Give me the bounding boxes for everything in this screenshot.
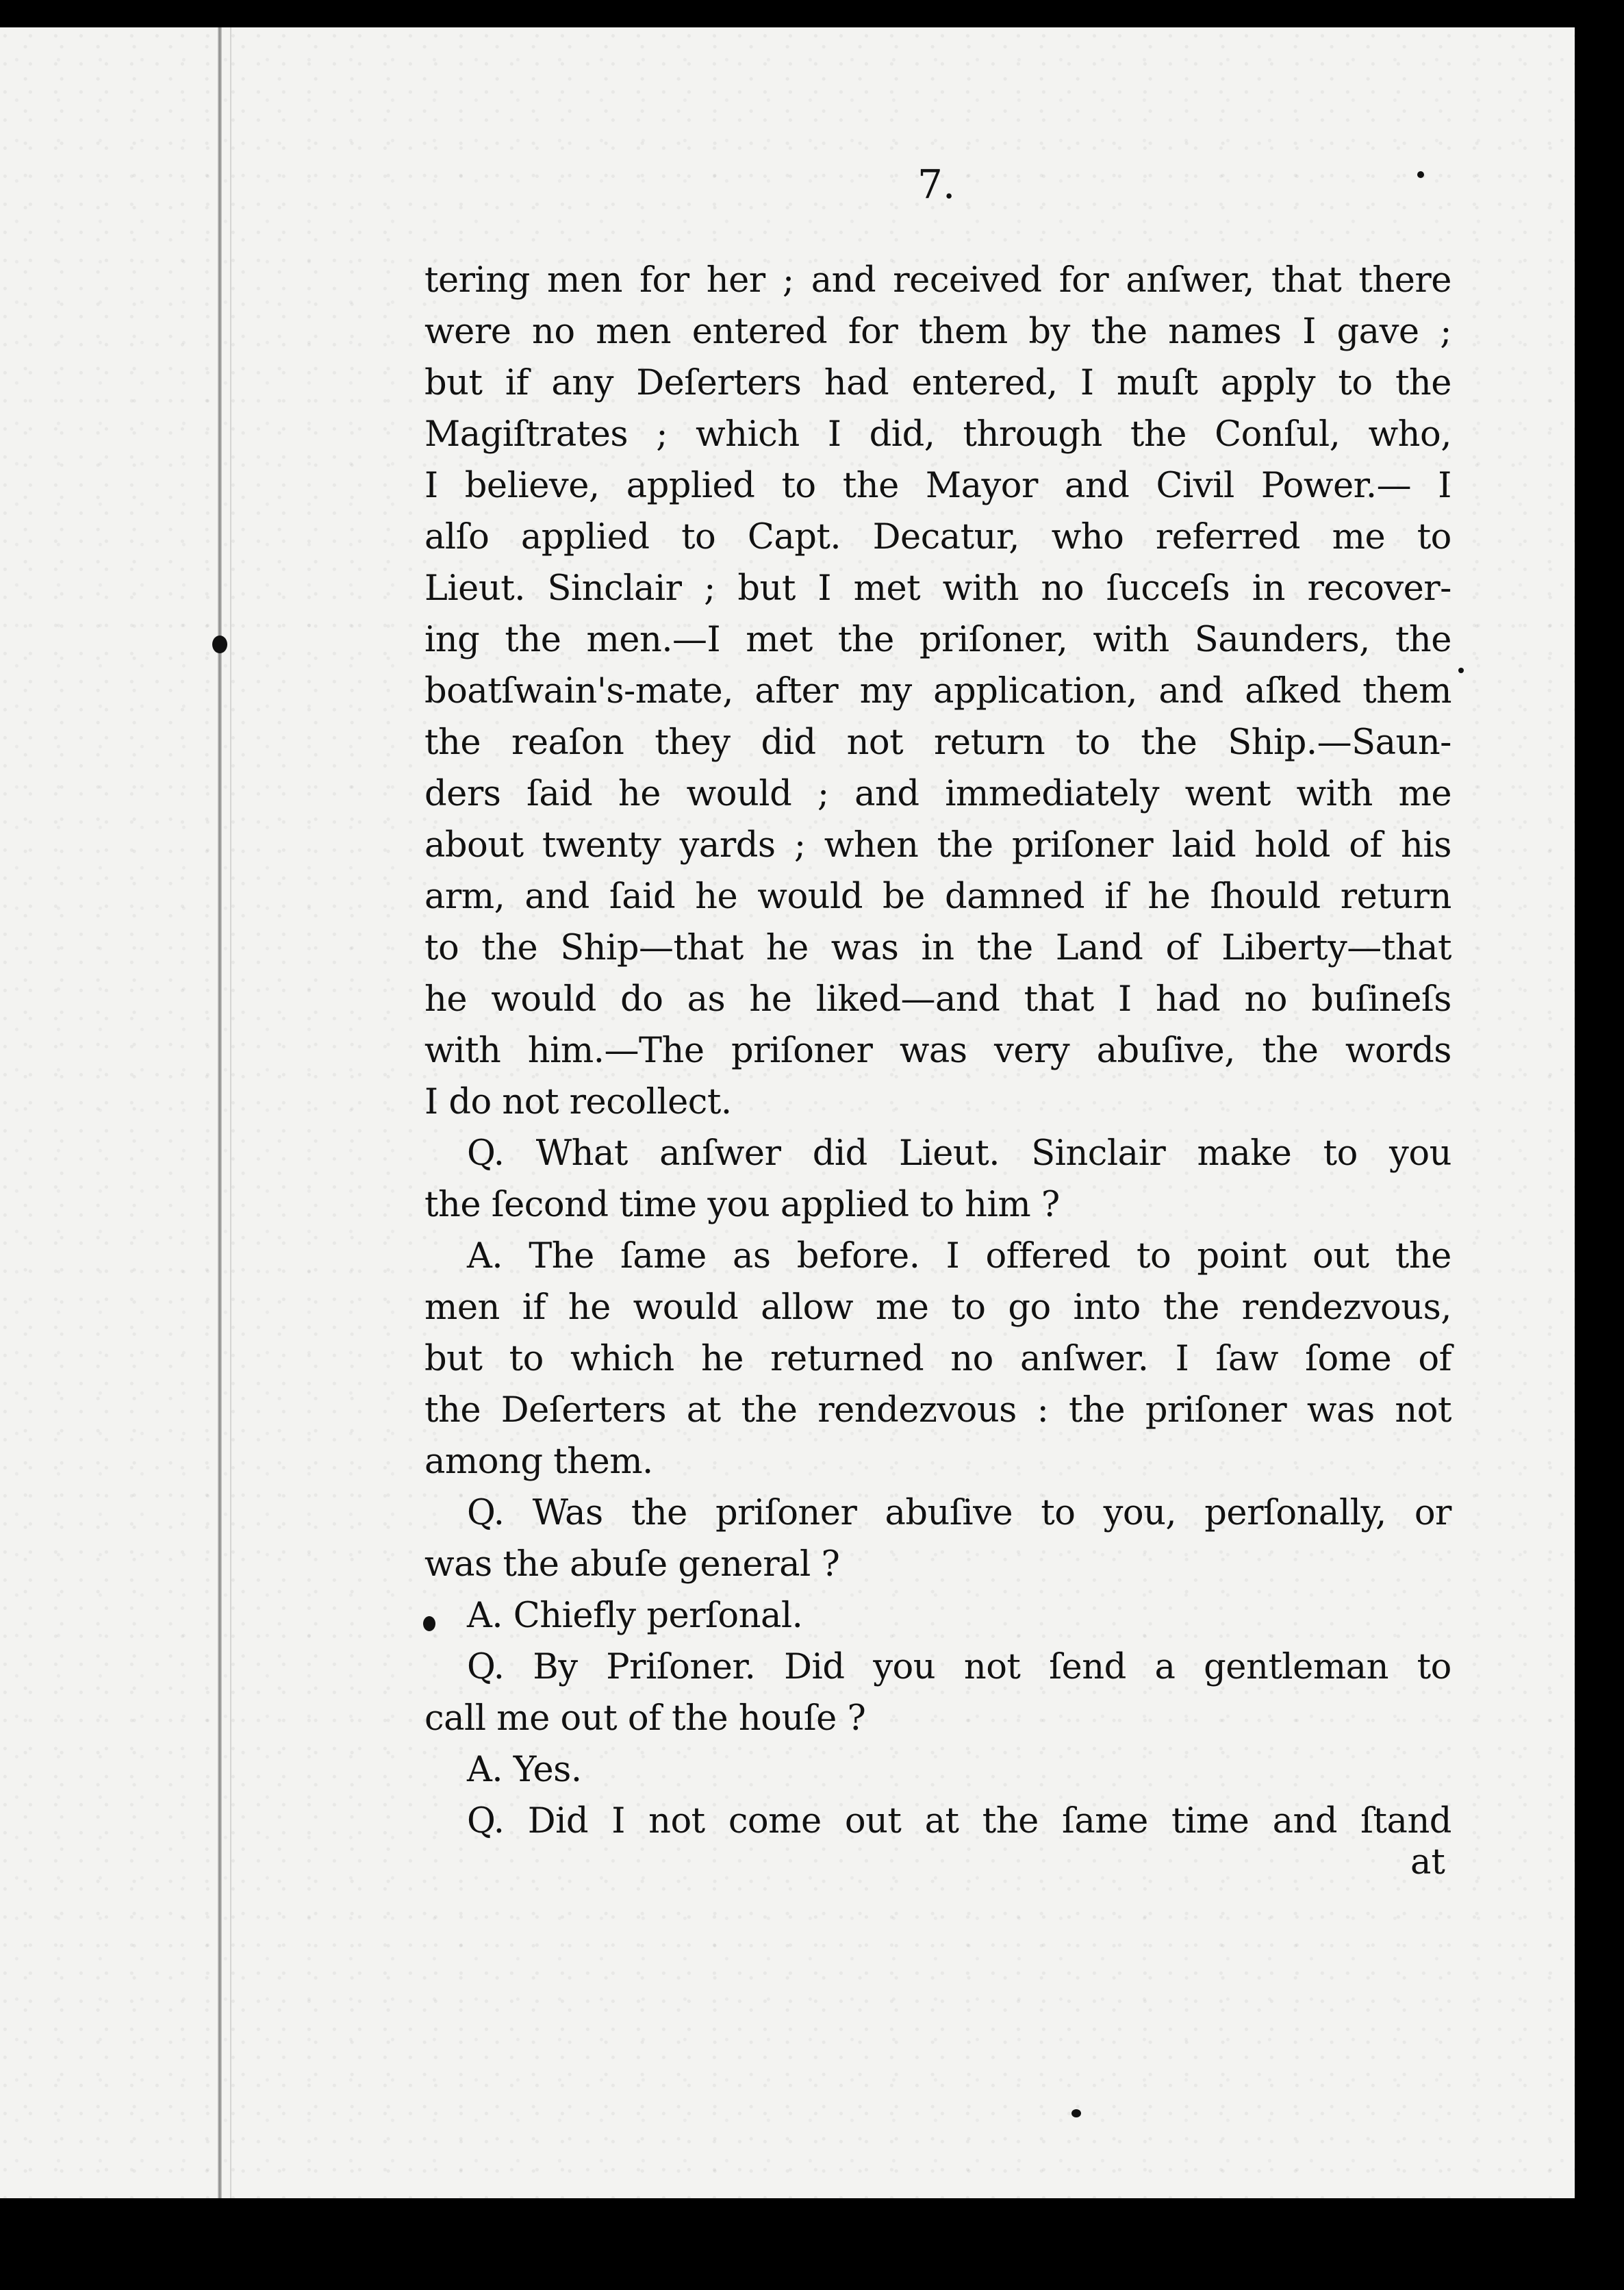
text-line: among them. — [424, 1442, 653, 1482]
text-line: boatſwain's-mate, after my application, and aſked them — [424, 671, 1451, 712]
text-line: Lieut. Sinclair ; but I met with no ſucceſs in recover- — [424, 568, 1451, 609]
text-line: the Deſerters at the rendezvous : the priſoner was not — [424, 1390, 1451, 1431]
ink-speck — [212, 636, 227, 653]
text-line: he would do as he liked—and that I had no buſineſs — [424, 979, 1451, 1020]
text-line: tering men for her ; and received for anſwer, that there — [424, 260, 1451, 301]
text-line: Q. By Priſoner. Did you not ſend a gentleman to — [467, 1647, 1451, 1687]
text-line: about twenty yards ; when the priſoner laid hold of his — [424, 825, 1451, 866]
page-fold — [218, 27, 222, 2198]
page-number: 7. — [917, 161, 956, 207]
text-line: Q. Did I not come out at the ſame time and ſtand — [467, 1801, 1451, 1841]
text-line: but to which he returned no anſwer. I ſaw ſome of — [424, 1339, 1451, 1379]
text-line: the reaſon they did not return to the Ship.—Saun- — [424, 722, 1451, 763]
text-line: to the Ship—that he was in the Land of Liberty—that — [424, 928, 1451, 968]
text-line: was the abuſe general ? — [424, 1544, 840, 1585]
text-line: were no men entered for them by the names I gave ; — [424, 312, 1451, 352]
text-line: ing the men.—I met the priſoner, with Saunders, the — [424, 620, 1451, 660]
body-text — [424, 255, 1451, 1847]
text-line: A. The ſame as before. I offered to point out the — [467, 1236, 1451, 1276]
text-line: Magiſtrates ; which I did, through the Conſul, who, — [424, 414, 1451, 455]
text-line: I believe, applied to the Mayor and Civil Power.— I — [424, 466, 1451, 506]
text-line: the ſecond time you applied to him ? — [424, 1185, 1060, 1225]
text-line: with him.—The priſoner was very abuſive, the words — [424, 1031, 1451, 1071]
text-line: Q. Was the priſoner abuſive to you, perſonally, or — [467, 1493, 1451, 1533]
text-line: A. Chiefly perſonal. — [467, 1596, 803, 1636]
page-fold-edge — [230, 27, 231, 2198]
ink-speck — [1458, 668, 1464, 673]
ink-speck — [1071, 2109, 1081, 2117]
text-line: call me out of the houſe ? — [424, 1698, 866, 1739]
text-line: arm, and ſaid he would be damned if he ſhould return — [424, 877, 1451, 917]
text-line: Q. What anſwer did Lieut. Sinclair make to you — [467, 1133, 1451, 1174]
text-line: but if any Deſerters had entered, I muſt apply to the — [424, 363, 1451, 403]
ink-speck — [1417, 171, 1424, 178]
text-line: alſo applied to Capt. Decatur, who referred me to — [424, 517, 1451, 557]
text-line: men if he would allow me to go into the rendezvous, — [424, 1287, 1451, 1328]
text-line: A. Yes. — [467, 1750, 582, 1790]
catchword: at — [1410, 1842, 1445, 1883]
text-line: ders ſaid he would ; and immediately went with me — [424, 774, 1451, 814]
text-line: I do not recollect. — [424, 1082, 732, 1122]
